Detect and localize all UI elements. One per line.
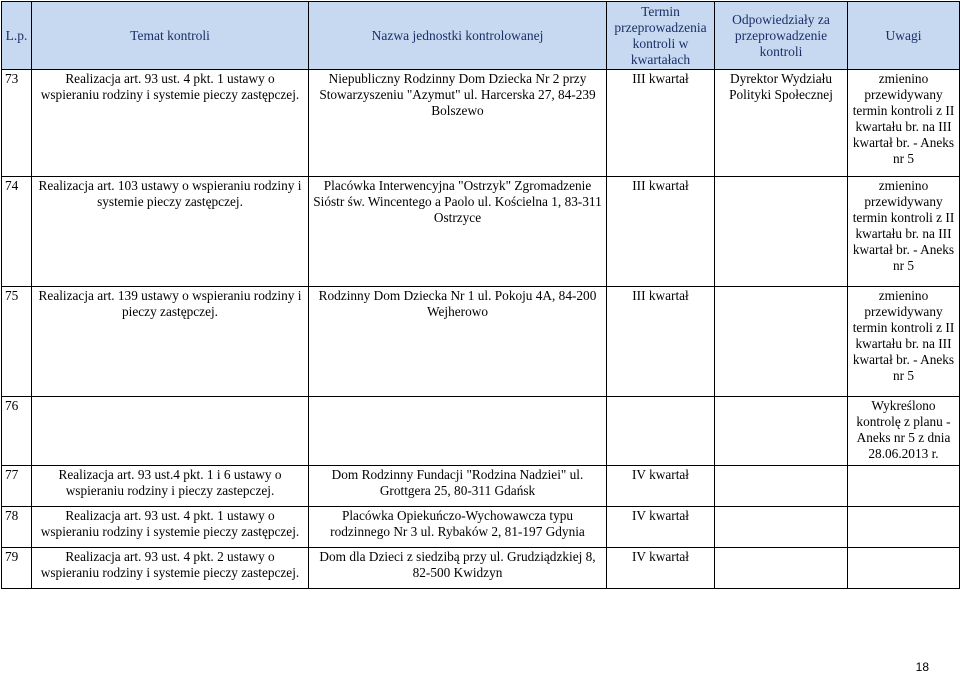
header-termin: Termin przeprowadzenia kontroli w kwartałach: [607, 2, 715, 70]
row-termin: IV kwartał: [607, 507, 715, 548]
row-jednostka: Dom dla Dzieci z siedzibą przy ul. Grudziądzkiej 8, 82-500 Kwidzyn: [309, 548, 607, 589]
row-lp: 79: [2, 548, 32, 589]
table-row: [2, 70, 960, 177]
row-jednostka: Niepubliczny Rodzinny Dom Dziecka Nr 2 przy Stowarzyszeniu "Azymut" ul. Harcerska 27, 84-239 Bolszewo: [309, 70, 607, 177]
row-termin: IV kwartał: [607, 548, 715, 589]
header-row: [2, 2, 960, 70]
row-termin: III kwartał: [607, 177, 715, 287]
page-number: 18: [915, 660, 929, 674]
row-uwagi: [848, 548, 960, 589]
header-uwagi: Uwagi: [848, 2, 960, 70]
row-jednostka: Rodzinny Dom Dziecka Nr 1 ul. Pokoju 4A, 84-200 Wejherowo: [309, 287, 607, 397]
row-odpowiedzialny: [715, 177, 848, 287]
row-lp: 76: [2, 397, 32, 466]
header-jednostka: Nazwa jednostki kontrolowanej: [309, 2, 607, 70]
row-uwagi: [848, 507, 960, 548]
row-jednostka: Placówka Interwencyjna "Ostrzyk" Zgromadzenie Sióstr św. Wincentego a Paolo ul. Kościelna 1, 83-311 Ostrzyce: [309, 177, 607, 287]
row-termin: III kwartał: [607, 287, 715, 397]
row-lp: 75: [2, 287, 32, 397]
row-temat: Realizacja art. 93 ust. 4 pkt. 2 ustawy o wspieraniu rodziny i systemie pieczy zastepczej.: [32, 548, 309, 589]
control-plan-table: [1, 1, 960, 589]
row-jednostka: [309, 397, 607, 466]
row-temat: Realizacja art. 93 ust.4 pkt. 1 i 6 ustawy o wspieraniu rodziny i pieczy zastepczej.: [32, 466, 309, 507]
row-temat: Realizacja art. 139 ustawy o wspieraniu rodziny i pieczy zastępczej.: [32, 287, 309, 397]
row-odpowiedzialny: [715, 397, 848, 466]
header-temat: Temat kontroli: [32, 2, 309, 70]
row-lp: 77: [2, 466, 32, 507]
row-jednostka: Dom Rodzinny Fundacji "Rodzina Nadziei" ul. Grottgera 25, 80-311 Gdańsk: [309, 466, 607, 507]
header-lp: L.p.: [2, 2, 32, 70]
table-row: [2, 548, 960, 589]
row-uwagi: zmienino przewidywany termin kontroli z II kwartału br. na III kwartał br. - Aneks nr 5: [848, 70, 960, 177]
row-uwagi: Wykreślono kontrolę z planu - Aneks nr 5 z dnia 28.06.2013 r.: [848, 397, 960, 466]
table-row: [2, 507, 960, 548]
row-lp: 74: [2, 177, 32, 287]
row-temat: Realizacja art. 93 ust. 4 pkt. 1 ustawy o wspieraniu rodziny i systemie pieczy zastępczej.: [32, 507, 309, 548]
table-row: [2, 287, 960, 397]
row-lp: 73: [2, 70, 32, 177]
row-uwagi: zmienino przewidywany termin kontroli z II kwartału br. na III kwartał br. - Aneks nr 5: [848, 177, 960, 287]
row-termin: [607, 397, 715, 466]
row-termin: IV kwartał: [607, 466, 715, 507]
row-odpowiedzialny: [715, 548, 848, 589]
table-row: [2, 397, 960, 466]
row-temat: [32, 397, 309, 466]
row-temat: Realizacja art. 103 ustawy o wspieraniu rodziny i systemie pieczy zastępczej.: [32, 177, 309, 287]
row-jednostka: Placówka Opiekuńczo-Wychowawcza typu rodzinnego Nr 3 ul. Rybaków 2, 81-197 Gdynia: [309, 507, 607, 548]
table-row: [2, 466, 960, 507]
row-uwagi: [848, 466, 960, 507]
row-lp: 78: [2, 507, 32, 548]
row-termin: III kwartał: [607, 70, 715, 177]
row-odpowiedzialny: [715, 287, 848, 397]
row-odpowiedzialny: [715, 466, 848, 507]
header-odpowiedzialny: Odpowiedziały za przeprowadzenie kontroli: [715, 2, 848, 70]
table-row: [2, 177, 960, 287]
row-temat: Realizacja art. 93 ust. 4 pkt. 1 ustawy o wspieraniu rodziny i systemie pieczy zastępczej.: [32, 70, 309, 177]
row-odpowiedzialny: [715, 507, 848, 548]
row-odpowiedzialny: Dyrektor Wydziału Polityki Społecznej: [715, 70, 848, 177]
row-uwagi: zmienino przewidywany termin kontroli z II kwartału br. na III kwartał br. - Aneks nr 5: [848, 287, 960, 397]
